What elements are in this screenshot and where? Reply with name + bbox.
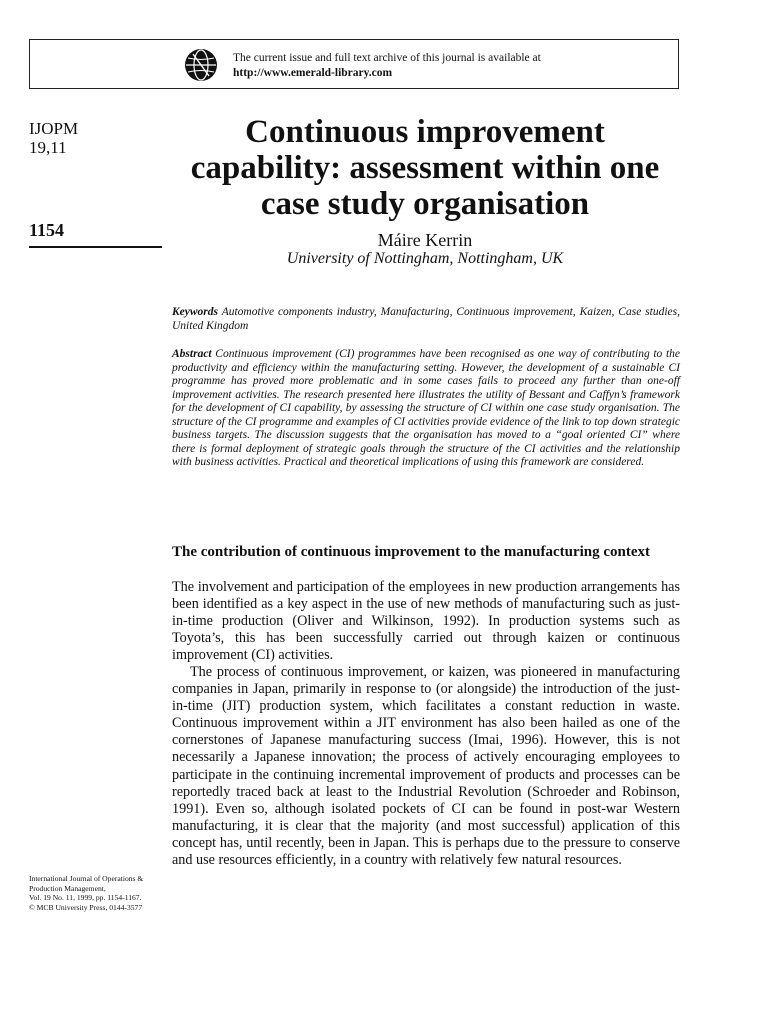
page-number: 1154 bbox=[29, 220, 65, 240]
author-affiliation: University of Nottingham, Nottingham, UK bbox=[286, 250, 564, 267]
footnote-journal: International Journal of Operations & Production Management, bbox=[29, 874, 144, 893]
keywords-label: Keywords bbox=[172, 306, 218, 318]
banner-text bbox=[233, 51, 541, 81]
banner-notice: The current issue and full text archive of this journal is available at bbox=[233, 52, 541, 64]
journal-archive-banner bbox=[29, 39, 679, 89]
paragraph: The involvement and participation of the employees in new production arrangements has been identified as a key aspect in the use of new methods of manufacturing such as just-in-time production (Oliver and Wilkinson, 1992). In production systems such as Toyota’s, this has been successfully carried out through kaizen or continuous improvement (CI) activities. bbox=[172, 579, 680, 664]
body-text bbox=[172, 579, 680, 869]
abstract-text: Continuous improvement (CI) programmes have been recognised as one way of contributing to the productivity and efficiency within the manufacturing setting. However, the development of a sustainable CI programme has proved more problematic and in some cases fails to proceed any further than one-off improvement activities. The research presented here illustrates the utility of Bessant and Caffyn’s framework for the development of CI capability, by assessing the structure of CI within one case study organisation. The structure of the CI programme and examples of CI activities provide evidence of the link to top down strategic business targets. The discussion suggests that the organisation has moved to a “goal oriented CI” where there is formal deployment of strategic goals through the structure of the CI activities and the relationship with business activities. Practical and theoretical implications of using this framework are considered. bbox=[172, 348, 681, 468]
archive-url-link[interactable]: http://www.emerald-library.com bbox=[233, 67, 393, 79]
page-number-rule bbox=[29, 246, 162, 248]
footnote-volume: Vol. 19 No. 11, 1999, pp. 1154-1167. bbox=[29, 893, 142, 903]
keywords-text: Automotive components industry, Manufacturing, Continuous improvement, Kaizen, Case studies, United Kingdom bbox=[172, 306, 681, 332]
author-name: Máire Kerrin bbox=[377, 230, 473, 250]
paragraph: The process of continuous improvement, or kaizen, was pioneered in manufacturing companies in Japan, primarily in response to (or alongside) the introduction of the just-in-time (JIT) production system, which facilitates a constant reduction in waste. Continuous improvement within a JIT environment has also been hailed as one of the cornerstones of Japanese manufacturing success (Imai, 1996). However, this is not necessarily a Japanese innovation; the process of actively encouraging employees to participate in the continuing incremental improvement of products and processes can be reportedly traced back at least to the Industrial Revolution (Schroeder and Robinson, 1991). Even so, although isolated pockets of CI can be found in post-war Western manufacturing, it is clear that the majority (and most successful) application of this concept has, until recently, been in Japan. This is perhaps due to the pressure to conserve and use resources efficiently, in a country with relatively few natural resources. bbox=[172, 664, 680, 868]
abstract-block bbox=[172, 348, 680, 470]
keywords-block bbox=[172, 306, 680, 333]
section-heading: The contribution of continuous improvement to the manufacturing context bbox=[172, 544, 651, 560]
journal-citation bbox=[29, 119, 78, 157]
abstract-label: Abstract bbox=[172, 348, 212, 360]
globe-icon bbox=[184, 48, 218, 82]
footnote-copyright: © MCB University Press, 0144-3577 bbox=[29, 902, 143, 912]
journal-abbrev: IJOPM bbox=[29, 119, 79, 138]
volume-issue: 19,11 bbox=[29, 138, 67, 157]
publication-footnote bbox=[29, 874, 171, 912]
article-title: Continuous improvement capability: assessment within one case study organisation bbox=[190, 114, 660, 222]
